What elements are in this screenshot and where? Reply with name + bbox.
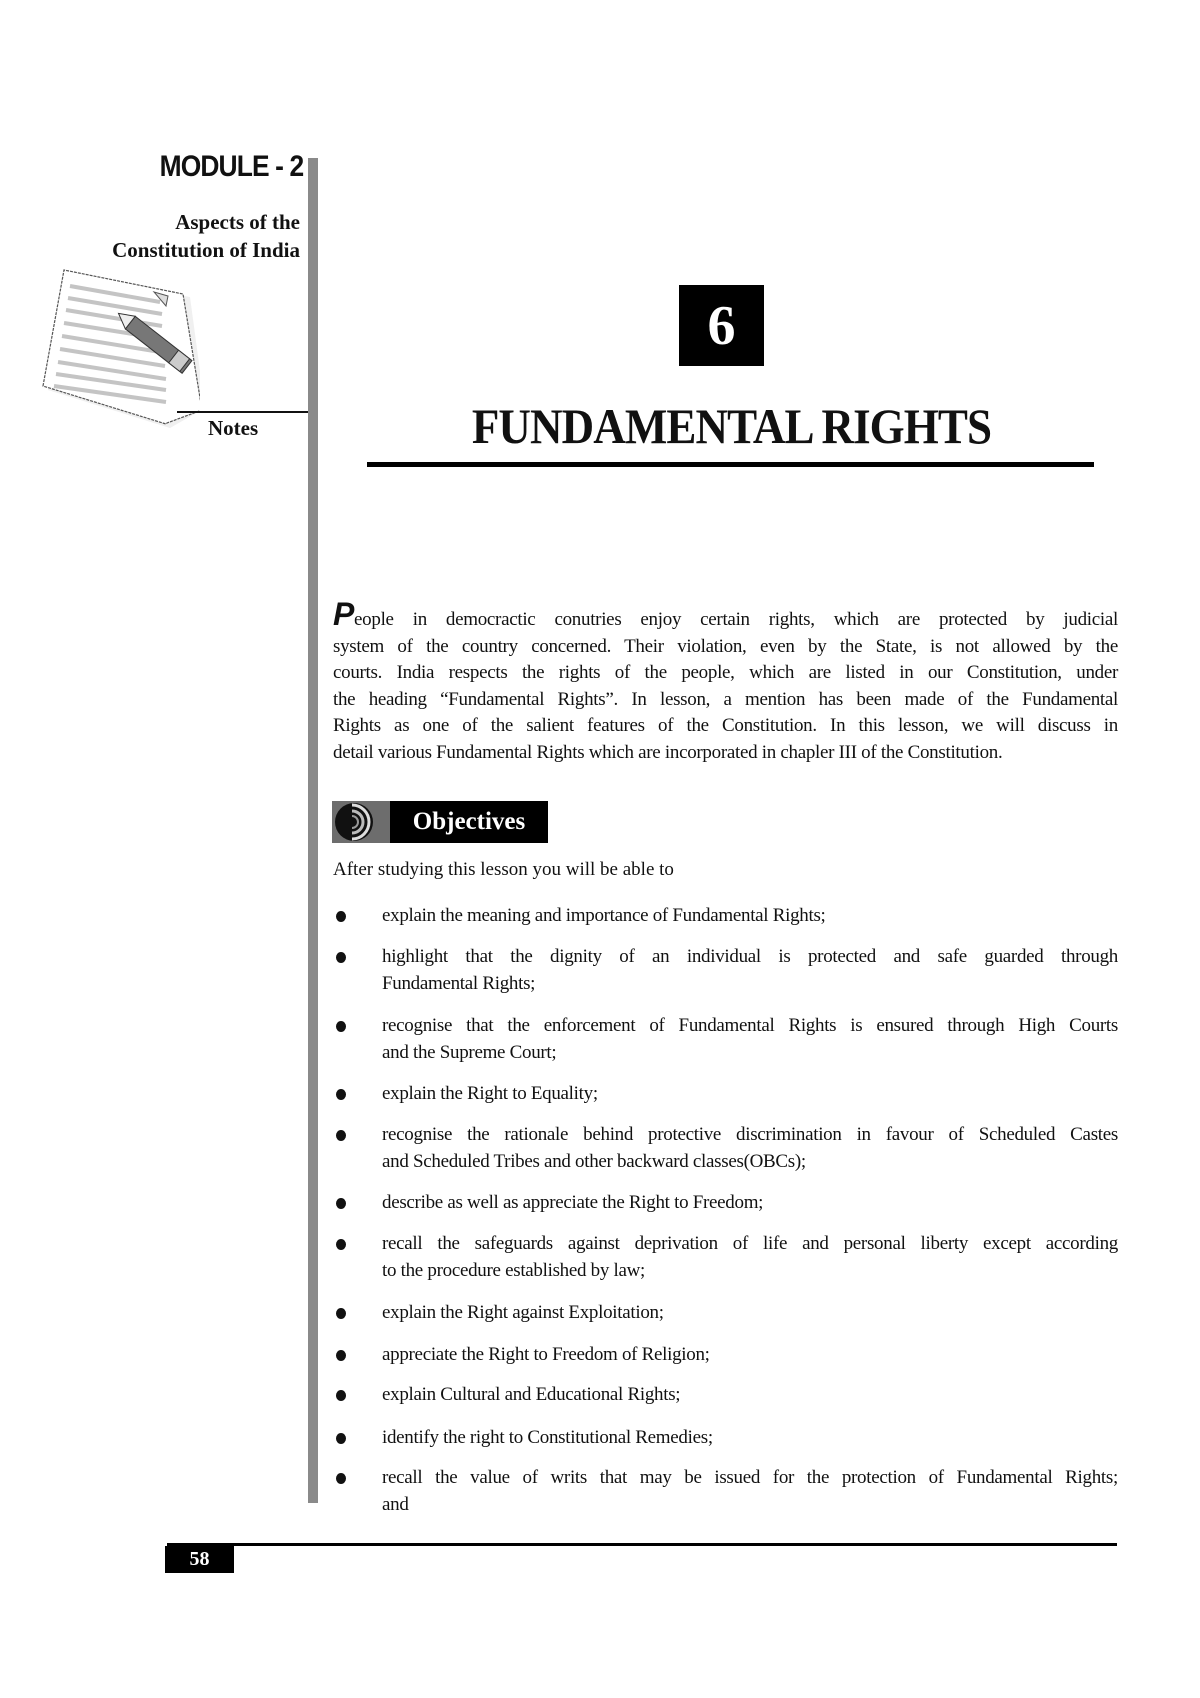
page-number: 58 bbox=[165, 1546, 234, 1573]
objective-line: explain the Right to Equality; bbox=[382, 1083, 598, 1104]
objective-item bbox=[333, 1081, 1118, 1108]
objective-item bbox=[333, 1231, 1118, 1284]
margin-bar bbox=[308, 158, 318, 1503]
notes-label: Notes bbox=[208, 416, 259, 440]
objective-item bbox=[333, 1300, 1118, 1327]
objective-item bbox=[333, 944, 1118, 997]
objective-line: recall the value of writs that may be issued for the protection of Fundamental Rights; bbox=[382, 1467, 1118, 1488]
objective-text bbox=[382, 1342, 1118, 1369]
notes-divider bbox=[177, 411, 308, 413]
intro-line: system of the country concerned. Their violation, even by the State, is not allowed by the bbox=[333, 635, 1118, 657]
intro-line: courts. India respects the rights of the people, which are listed in our Constitution, under bbox=[333, 662, 1118, 684]
bullet-icon bbox=[336, 1473, 346, 1484]
objectives-lead: After studying this lesson you will be able to bbox=[333, 859, 674, 880]
objective-text bbox=[382, 1465, 1118, 1518]
objective-item bbox=[333, 1382, 1118, 1409]
objective-text bbox=[382, 1081, 1118, 1108]
objective-item bbox=[333, 903, 1118, 930]
bullet-icon bbox=[336, 1021, 346, 1032]
objective-text bbox=[382, 1300, 1118, 1327]
objective-text bbox=[382, 1013, 1118, 1066]
objective-text bbox=[382, 1190, 1118, 1217]
objectives-heading: Objectives bbox=[390, 801, 548, 843]
objectives-header bbox=[332, 801, 548, 843]
bullet-icon bbox=[336, 1433, 346, 1444]
intro-line-text: eople in democractic conutries enjoy certain rights, which are protected by judicial bbox=[354, 609, 1118, 630]
objective-text bbox=[382, 944, 1118, 997]
objective-line: recognise that the enforcement of Fundamental Rights is ensured through High Courts bbox=[382, 1015, 1118, 1036]
objective-item bbox=[333, 1190, 1118, 1217]
module-subtitle-line: Aspects of the bbox=[175, 210, 300, 234]
title-underline bbox=[367, 462, 1094, 467]
intro-line: the heading “Fundamental Rights”. In lesson, a mention has been made of the Fundamental bbox=[333, 688, 1118, 710]
bullet-icon bbox=[336, 1390, 346, 1401]
objective-line: explain Cultural and Educational Rights; bbox=[382, 1384, 681, 1405]
objective-text bbox=[382, 1425, 1118, 1452]
intro-line: detail various Fundamental Rights which are incorporated in chapler III of the Constitution. bbox=[333, 741, 1003, 763]
bullet-icon bbox=[336, 1308, 346, 1319]
bullet-icon bbox=[336, 1198, 346, 1209]
intro-line: Rights as one of the salient features of the Constitution. In this lesson, we will discuss in bbox=[333, 715, 1118, 737]
objective-line: explain the Right against Exploitation; bbox=[382, 1302, 664, 1323]
objective-item bbox=[333, 1425, 1118, 1452]
objective-line: identify the right to Constitutional Remedies; bbox=[382, 1427, 713, 1448]
objective-line: explain the meaning and importance of Fundamental Rights; bbox=[382, 905, 826, 926]
objectives-target-icon bbox=[332, 801, 390, 843]
objective-text bbox=[382, 1231, 1118, 1284]
module-subtitle-line: Constitution of India bbox=[112, 238, 300, 262]
intro-line bbox=[333, 596, 1118, 634]
objective-item bbox=[333, 1013, 1118, 1066]
objective-item bbox=[333, 1465, 1118, 1518]
objective-text bbox=[382, 1382, 1118, 1409]
objective-text bbox=[382, 903, 1118, 930]
bullet-icon bbox=[336, 911, 346, 922]
intro-paragraph bbox=[333, 596, 1118, 767]
footer-rule bbox=[167, 1543, 1117, 1546]
objective-item bbox=[333, 1122, 1118, 1175]
objective-line: and Scheduled Tribes and other backward classes(OBCs); bbox=[382, 1150, 806, 1172]
chapter-number: 6 bbox=[707, 294, 736, 357]
objective-line: recall the safeguards against deprivation of life and personal liberty except according bbox=[382, 1233, 1118, 1254]
objective-item bbox=[333, 1342, 1118, 1369]
objective-line: highlight that the dignity of an individual is protected and safe guarded through bbox=[382, 946, 1118, 967]
objective-line: and the Supreme Court; bbox=[382, 1041, 557, 1063]
objective-line: Fundamental Rights; bbox=[382, 972, 536, 994]
notes-paper-pencil-icon bbox=[40, 268, 200, 433]
objective-text bbox=[382, 1122, 1118, 1175]
objective-line: and bbox=[382, 1493, 409, 1515]
bullet-icon bbox=[336, 952, 346, 963]
chapter-number-box bbox=[679, 285, 764, 366]
module-subtitle bbox=[112, 208, 300, 264]
objective-line: describe as well as appreciate the Right to Freedom; bbox=[382, 1192, 764, 1213]
objective-line: appreciate the Right to Freedom of Religion; bbox=[382, 1344, 710, 1365]
drop-cap: P bbox=[333, 596, 355, 632]
bullet-icon bbox=[336, 1089, 346, 1100]
bullet-icon bbox=[336, 1350, 346, 1361]
chapter-title-text: FUNDAMENTAL RIGHTS bbox=[471, 398, 991, 454]
objective-line: recognise the rationale behind protective discrimination in favour of Scheduled Castes bbox=[382, 1124, 1118, 1145]
module-label: MODULE - 2 bbox=[159, 150, 303, 183]
bullet-icon bbox=[336, 1239, 346, 1250]
objective-line: to the procedure established by law; bbox=[382, 1259, 646, 1281]
chapter-title bbox=[366, 398, 1096, 454]
bullet-icon bbox=[336, 1130, 346, 1141]
